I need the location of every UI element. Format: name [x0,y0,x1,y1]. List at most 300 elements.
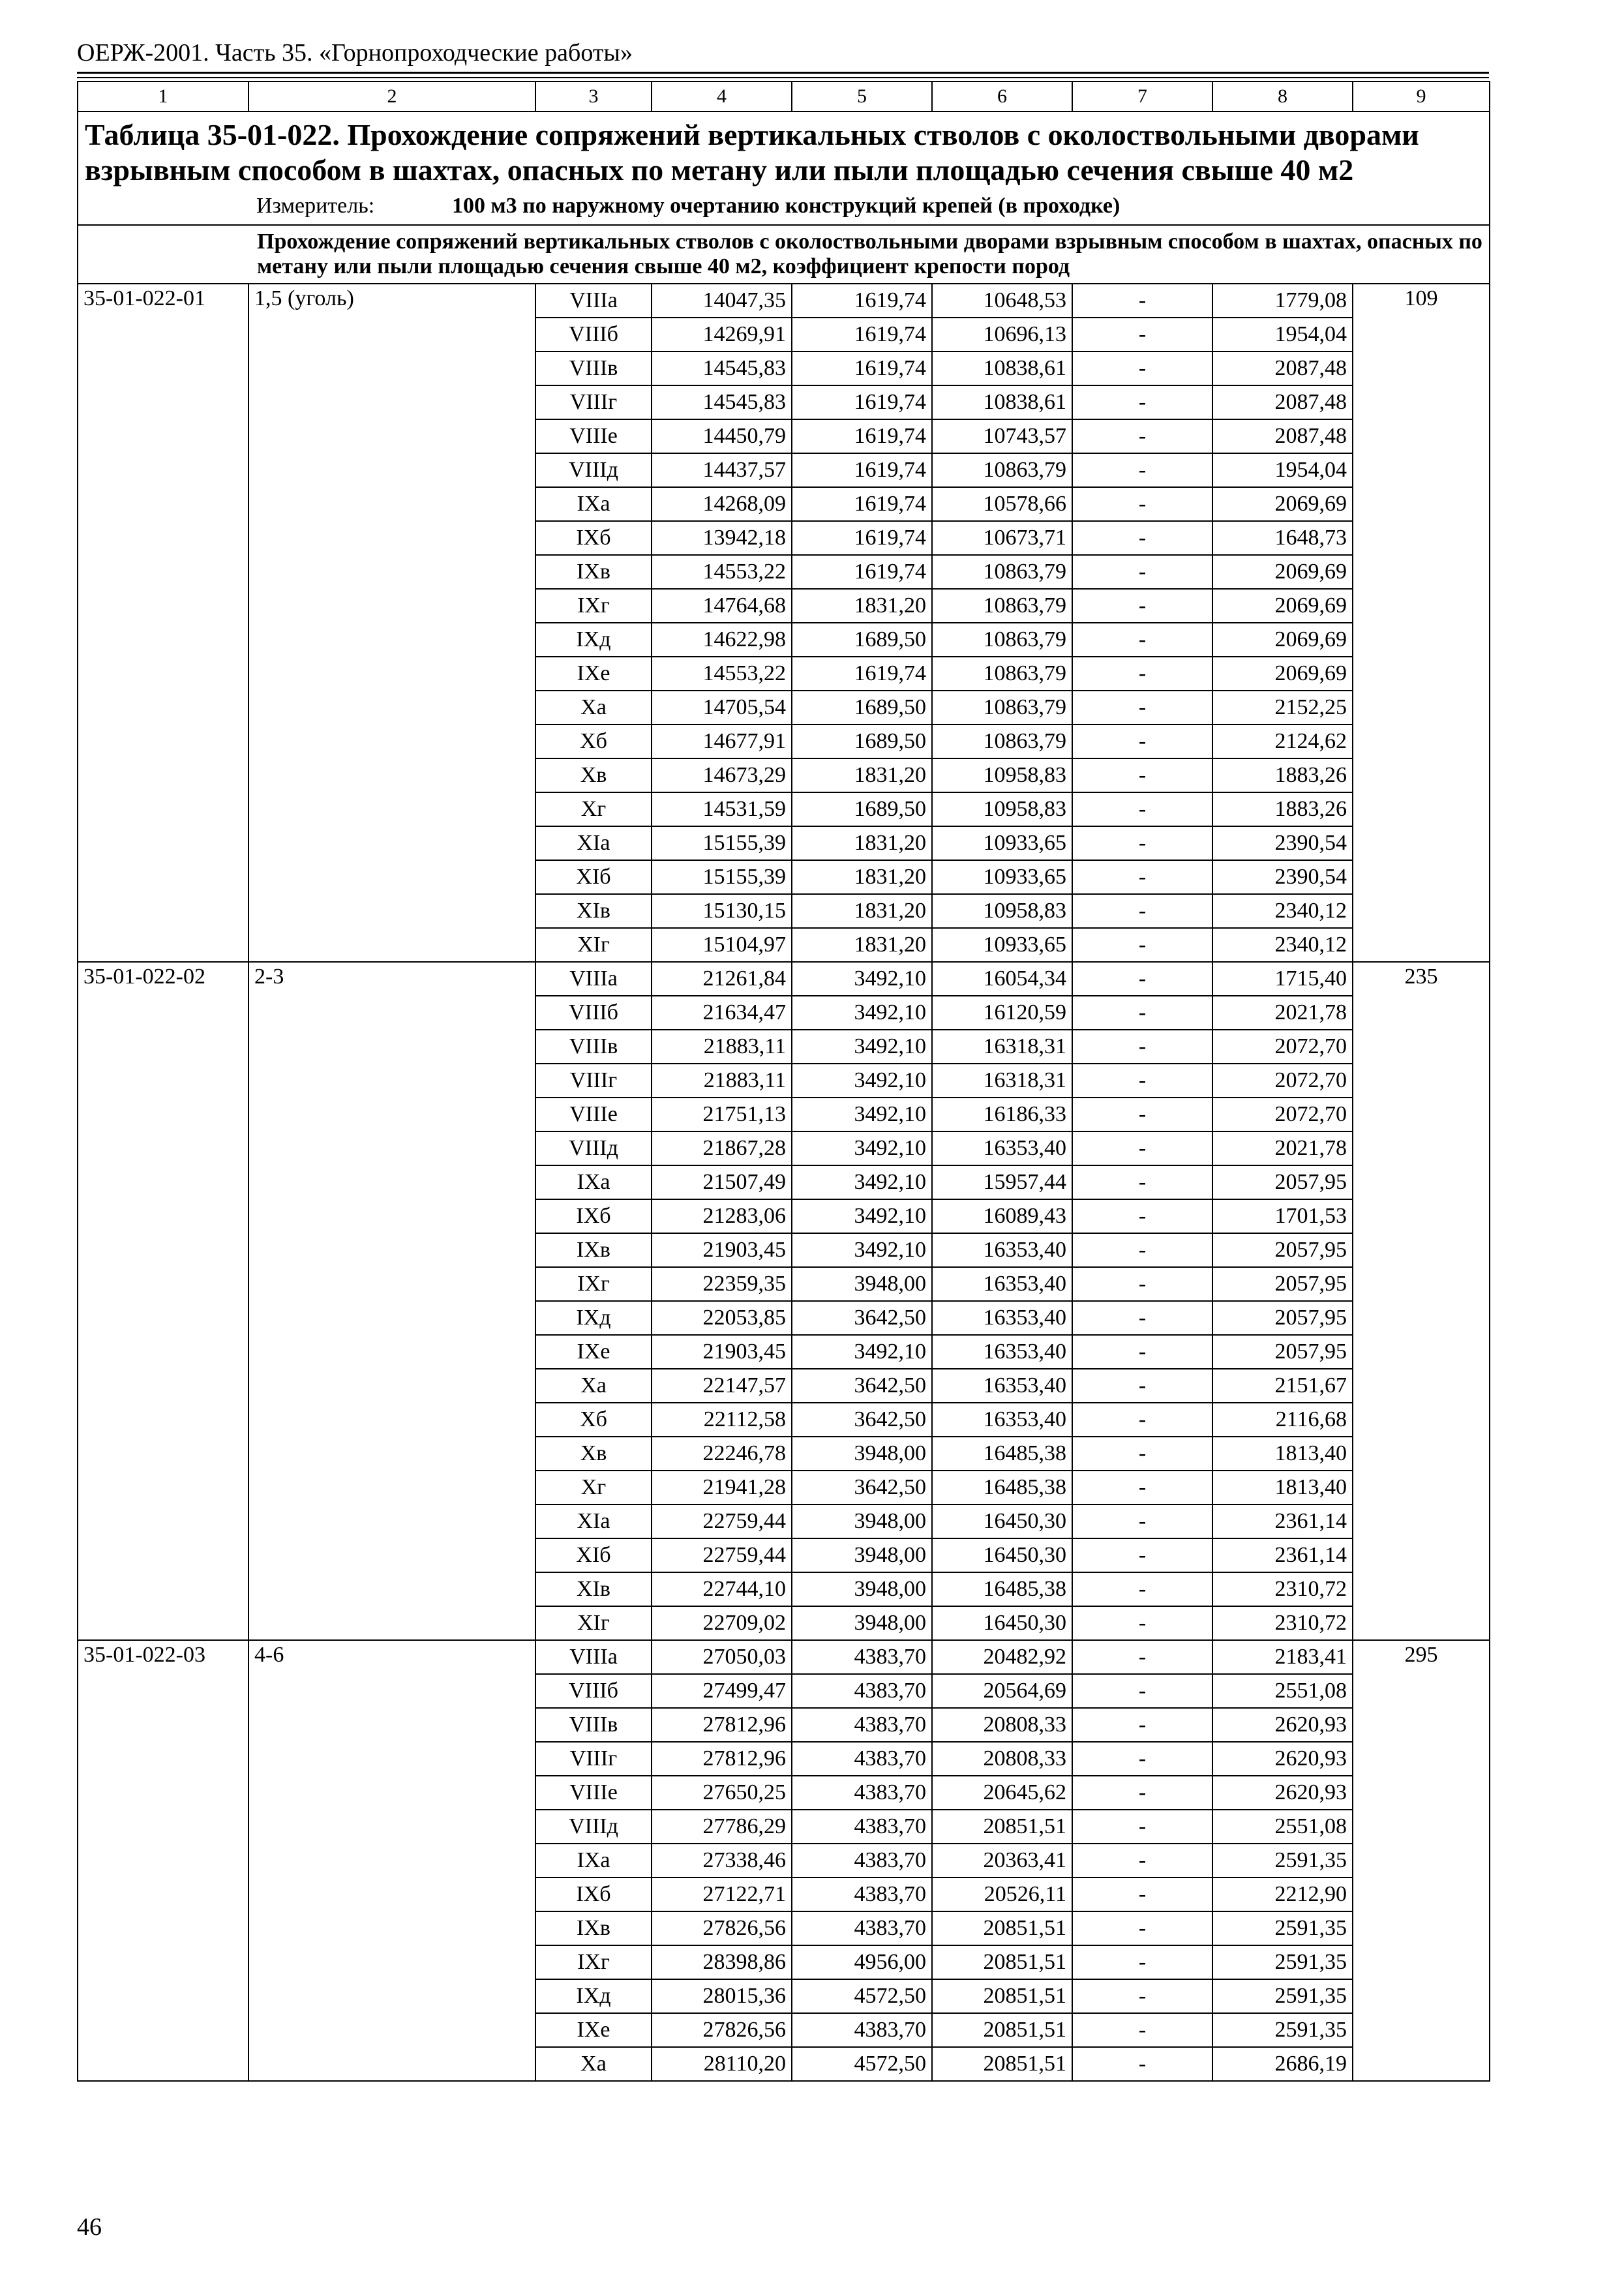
wages: 1619,74 [792,555,932,589]
wages: 3642,50 [792,1301,932,1335]
wages: 4383,70 [792,1640,932,1674]
section-class: IXв [535,555,652,589]
wages: 3642,50 [792,1471,932,1504]
wages: 3492,10 [792,1335,932,1369]
materials-dash: - [1072,792,1212,826]
wages: 1831,20 [792,928,932,962]
section-class: XIг [535,1606,652,1640]
total-cost: 14437,57 [652,453,792,487]
materials-dash: - [1072,1030,1212,1064]
machines: 16485,38 [932,1437,1072,1471]
table-row [78,1640,1490,1674]
materials-dash: - [1072,1674,1212,1708]
materials-dash: - [1072,1945,1212,1979]
section-class: VIIIб [535,996,652,1030]
labor-value: 2069,69 [1212,555,1353,589]
labor-value: 2620,93 [1212,1742,1353,1776]
section-class: IXд [535,1979,652,2013]
total-cost: 14622,98 [652,623,792,657]
materials-dash: - [1072,1810,1212,1844]
machines: 10958,83 [932,792,1072,826]
machines: 16089,43 [932,1199,1072,1233]
section-class: IXг [535,589,652,623]
labor-value: 2069,69 [1212,623,1353,657]
labor-value: 2620,93 [1212,1708,1353,1742]
rates-table [77,81,1490,2082]
total-cost: 27812,96 [652,1742,792,1776]
total-cost: 14553,22 [652,555,792,589]
rate-code: 35-01-022-02 [78,962,248,1640]
materials-dash: - [1072,1369,1212,1403]
labor-value: 1883,26 [1212,758,1353,792]
machines: 20645,62 [932,1776,1072,1810]
machines: 10863,79 [932,623,1072,657]
wages: 1831,20 [792,860,932,894]
total-cost: 22709,02 [652,1606,792,1640]
materials-dash: - [1072,1437,1212,1471]
section-class: VIIIг [535,1064,652,1098]
labor-value: 2069,69 [1212,657,1353,691]
materials-dash: - [1072,1098,1212,1131]
section-class: VIIIд [535,1131,652,1165]
machines: 10838,61 [932,385,1072,419]
machines: 10863,79 [932,589,1072,623]
machines: 10933,65 [932,928,1072,962]
total-cost: 15155,39 [652,860,792,894]
labor-value: 2116,68 [1212,1403,1353,1437]
column-number: 2 [248,82,535,112]
materials-dash: - [1072,352,1212,385]
wages: 1689,50 [792,691,932,725]
section-class: Xа [535,2047,652,2081]
labor-value: 2057,95 [1212,1267,1353,1301]
materials-dash: - [1072,1199,1212,1233]
machines: 20851,51 [932,1979,1072,2013]
labor-value: 1954,04 [1212,318,1353,352]
section-class: VIIIе [535,1776,652,1810]
total-cost: 21283,06 [652,1199,792,1233]
machines: 10648,53 [932,284,1072,318]
total-cost: 14450,79 [652,419,792,453]
materials-dash: - [1072,1131,1212,1165]
labor-value: 2686,19 [1212,2047,1353,2081]
wages: 4383,70 [792,1844,932,1878]
machines: 20482,92 [932,1640,1072,1674]
total-cost: 22759,44 [652,1504,792,1538]
wages: 1619,74 [792,284,932,318]
total-cost: 22053,85 [652,1301,792,1335]
rate-code: 35-01-022-01 [78,284,248,962]
materials-dash: - [1072,589,1212,623]
section-class: Xа [535,1369,652,1403]
column-number: 4 [652,82,792,112]
labor-value: 2340,12 [1212,928,1353,962]
machines: 10578,66 [932,487,1072,521]
materials-dash: - [1072,1165,1212,1199]
wages: 3948,00 [792,1572,932,1606]
materials-dash: - [1072,1742,1212,1776]
wages: 1619,74 [792,318,932,352]
machines: 10958,83 [932,894,1072,928]
section-class: XIа [535,1504,652,1538]
labor-hours: 295 [1353,1640,1490,2081]
materials-dash: - [1072,1301,1212,1335]
section-class: IXб [535,1199,652,1233]
wages: 1831,20 [792,826,932,860]
machines: 10958,83 [932,758,1072,792]
labor-value: 2212,90 [1212,1878,1353,1911]
total-cost: 21867,28 [652,1131,792,1165]
header-rule-thin [77,77,1489,78]
total-cost: 21261,84 [652,962,792,996]
rock-hardness: 1,5 (уголь) [248,284,535,962]
materials-dash: - [1072,1979,1212,2013]
materials-dash: - [1072,1471,1212,1504]
machines: 16318,31 [932,1030,1072,1064]
total-cost: 27650,25 [652,1776,792,1810]
machines: 20851,51 [932,1810,1072,1844]
total-cost: 14545,83 [652,385,792,419]
machines: 16450,30 [932,1538,1072,1572]
labor-value: 2069,69 [1212,589,1353,623]
labor-value: 2124,62 [1212,725,1353,758]
materials-dash: - [1072,1776,1212,1810]
materials-dash: - [1072,2013,1212,2047]
materials-dash: - [1072,758,1212,792]
materials-dash: - [1072,1267,1212,1301]
wages: 1689,50 [792,792,932,826]
section-heading: Прохождение сопряжений вертикальных стволов с околоствольными дворами взрывным способом в шахтах, опасных по метану или пыли площадью сечения свыше 40 м2, коэффициент крепости пород [78,225,1490,284]
labor-value: 2072,70 [1212,1030,1353,1064]
machines: 16054,34 [932,962,1072,996]
section-class: XIв [535,894,652,928]
machines: 10933,65 [932,826,1072,860]
labor-value: 2551,08 [1212,1810,1353,1844]
total-cost: 14545,83 [652,352,792,385]
machines: 10863,79 [932,555,1072,589]
section-row [78,225,1490,284]
labor-value: 2591,35 [1212,1844,1353,1878]
section-class: VIIIб [535,1674,652,1708]
page-header: ОЕРЖ-2001. Часть 35. «Горнопроходческие работы» [77,39,633,67]
wages: 3948,00 [792,1504,932,1538]
units-value: 100 м3 по наружному очертанию конструкций крепей (в проходке) [452,194,1120,218]
labor-value: 1954,04 [1212,453,1353,487]
wages: 3492,10 [792,1098,932,1131]
materials-dash: - [1072,1606,1212,1640]
total-cost: 14047,35 [652,284,792,318]
labor-hours: 235 [1353,962,1490,1640]
section-class: XIг [535,928,652,962]
wages: 1619,74 [792,419,932,453]
total-cost: 21507,49 [652,1165,792,1199]
wages: 3492,10 [792,1064,932,1098]
labor-value: 2591,35 [1212,1911,1353,1945]
materials-dash: - [1072,725,1212,758]
wages: 1831,20 [792,758,932,792]
materials-dash: - [1072,1064,1212,1098]
section-class: IXе [535,657,652,691]
machines: 20526,11 [932,1878,1072,1911]
header-rule [77,72,1489,74]
section-class: IXе [535,2013,652,2047]
machines: 16353,40 [932,1131,1072,1165]
materials-dash: - [1072,996,1212,1030]
machines: 16485,38 [932,1572,1072,1606]
total-cost: 21903,45 [652,1233,792,1267]
labor-value: 2310,72 [1212,1572,1353,1606]
labor-value: 2152,25 [1212,691,1353,725]
wages: 1689,50 [792,725,932,758]
wages: 3492,10 [792,1199,932,1233]
section-class: XIа [535,826,652,860]
machines: 10863,79 [932,453,1072,487]
wages: 1831,20 [792,589,932,623]
labor-value: 2087,48 [1212,385,1353,419]
wages: 1831,20 [792,894,932,928]
section-class: Xб [535,725,652,758]
machines: 15957,44 [932,1165,1072,1199]
machines: 20851,51 [932,2013,1072,2047]
total-cost: 21883,11 [652,1064,792,1098]
materials-dash: - [1072,453,1212,487]
machines: 20851,51 [932,1911,1072,1945]
units-cell [78,189,1490,225]
section-class: VIIIв [535,1708,652,1742]
labor-value: 1715,40 [1212,962,1353,996]
materials-dash: - [1072,419,1212,453]
table-title-row [78,112,1490,189]
section-class: VIIIе [535,419,652,453]
total-cost: 15155,39 [652,826,792,860]
total-cost: 21751,13 [652,1098,792,1131]
wages: 3948,00 [792,1267,932,1301]
machines: 16450,30 [932,1606,1072,1640]
wages: 3492,10 [792,1165,932,1199]
materials-dash: - [1072,555,1212,589]
total-cost: 27786,29 [652,1810,792,1844]
materials-dash: - [1072,1844,1212,1878]
section-class: VIIIг [535,385,652,419]
machines: 10743,57 [932,419,1072,453]
total-cost: 22112,58 [652,1403,792,1437]
section-class: IXд [535,623,652,657]
wages: 1619,74 [792,657,932,691]
section-class: XIв [535,1572,652,1606]
materials-dash: - [1072,1878,1212,1911]
machines: 16353,40 [932,1403,1072,1437]
materials-dash: - [1072,691,1212,725]
labor-value: 1648,73 [1212,521,1353,555]
section-class: IXд [535,1301,652,1335]
section-class: Xг [535,1471,652,1504]
materials-dash: - [1072,1403,1212,1437]
materials-dash: - [1072,284,1212,318]
wages: 4383,70 [792,1776,932,1810]
wages: 3948,00 [792,1538,932,1572]
labor-value: 1813,40 [1212,1437,1353,1471]
labor-value: 1779,08 [1212,284,1353,318]
materials-dash: - [1072,487,1212,521]
section-class: IXв [535,1233,652,1267]
page-number: 46 [77,2213,102,2241]
column-number: 5 [792,82,932,112]
wages: 4383,70 [792,1878,932,1911]
wages: 4572,50 [792,1979,932,2013]
total-cost: 27499,47 [652,1674,792,1708]
labor-value: 2310,72 [1212,1606,1353,1640]
wages: 4383,70 [792,1708,932,1742]
materials-dash: - [1072,1504,1212,1538]
total-cost: 27826,56 [652,1911,792,1945]
wages: 1689,50 [792,623,932,657]
total-cost: 22246,78 [652,1437,792,1471]
total-cost: 21883,11 [652,1030,792,1064]
machines: 10838,61 [932,352,1072,385]
total-cost: 28015,36 [652,1979,792,2013]
materials-dash: - [1072,318,1212,352]
wages: 3948,00 [792,1437,932,1471]
wages: 3642,50 [792,1403,932,1437]
labor-value: 2183,41 [1212,1640,1353,1674]
total-cost: 14269,91 [652,318,792,352]
labor-value: 2591,35 [1212,1945,1353,1979]
section-class: XIб [535,1538,652,1572]
machines: 20808,33 [932,1708,1072,1742]
machines: 16186,33 [932,1098,1072,1131]
total-cost: 14673,29 [652,758,792,792]
section-class: IXв [535,1911,652,1945]
table-row [78,962,1490,996]
labor-value: 2591,35 [1212,2013,1353,2047]
labor-value: 1883,26 [1212,792,1353,826]
machines: 16353,40 [932,1335,1072,1369]
column-number: 8 [1212,82,1353,112]
machines: 10863,79 [932,691,1072,725]
wages: 1619,74 [792,352,932,385]
section-class: IXа [535,487,652,521]
materials-dash: - [1072,2047,1212,2081]
total-cost: 14531,59 [652,792,792,826]
labor-value: 2021,78 [1212,1131,1353,1165]
materials-dash: - [1072,385,1212,419]
section-class: Xа [535,691,652,725]
materials-dash: - [1072,657,1212,691]
section-class: VIIIд [535,1810,652,1844]
machines: 20851,51 [932,1945,1072,1979]
rock-hardness: 4-6 [248,1640,535,2081]
labor-value: 1813,40 [1212,1471,1353,1504]
total-cost: 27050,03 [652,1640,792,1674]
total-cost: 27812,96 [652,1708,792,1742]
section-class: VIIIв [535,352,652,385]
section-class: IXб [535,1878,652,1911]
machines: 10863,79 [932,657,1072,691]
labor-value: 2390,54 [1212,860,1353,894]
machines: 10933,65 [932,860,1072,894]
table-row [78,284,1490,318]
units-label: Измеритель: [256,194,375,218]
section-class: VIIIа [535,1640,652,1674]
total-cost: 14268,09 [652,487,792,521]
machines: 16353,40 [932,1369,1072,1403]
labor-value: 2591,35 [1212,1979,1353,2013]
section-class: Xв [535,758,652,792]
wages: 3492,10 [792,1233,932,1267]
total-cost: 14677,91 [652,725,792,758]
wages: 3492,10 [792,996,932,1030]
total-cost: 27826,56 [652,2013,792,2047]
total-cost: 13942,18 [652,521,792,555]
machines: 16120,59 [932,996,1072,1030]
wages: 3492,10 [792,962,932,996]
wages: 4383,70 [792,1674,932,1708]
labor-value: 2620,93 [1212,1776,1353,1810]
column-number: 3 [535,82,652,112]
labor-value: 2057,95 [1212,1301,1353,1335]
total-cost: 22744,10 [652,1572,792,1606]
total-cost: 14764,68 [652,589,792,623]
wages: 1619,74 [792,453,932,487]
machines: 16353,40 [932,1233,1072,1267]
machines: 20851,51 [932,2047,1072,2081]
section-class: Xв [535,1437,652,1471]
section-class: VIIIа [535,962,652,996]
labor-value: 2072,70 [1212,1064,1353,1098]
wages: 3948,00 [792,1606,932,1640]
machines: 16318,31 [932,1064,1072,1098]
units-row [78,189,1490,225]
labor-value: 2340,12 [1212,894,1353,928]
machines: 16450,30 [932,1504,1072,1538]
total-cost: 21941,28 [652,1471,792,1504]
labor-value: 2057,95 [1212,1233,1353,1267]
labor-value: 2057,95 [1212,1335,1353,1369]
materials-dash: - [1072,1640,1212,1674]
column-number: 6 [932,82,1072,112]
column-number: 9 [1353,82,1490,112]
total-cost: 14705,54 [652,691,792,725]
section-class: VIIIб [535,318,652,352]
machines: 10696,13 [932,318,1072,352]
labor-value: 2072,70 [1212,1098,1353,1131]
section-class: IXб [535,521,652,555]
rate-code: 35-01-022-03 [78,1640,248,2081]
labor-value: 2361,14 [1212,1504,1353,1538]
section-class: VIIIв [535,1030,652,1064]
materials-dash: - [1072,623,1212,657]
machines: 20808,33 [932,1742,1072,1776]
wages: 3642,50 [792,1369,932,1403]
materials-dash: - [1072,894,1212,928]
labor-value: 2087,48 [1212,352,1353,385]
materials-dash: - [1072,1708,1212,1742]
column-number: 1 [78,82,248,112]
wages: 4383,70 [792,1742,932,1776]
materials-dash: - [1072,826,1212,860]
labor-value: 2551,08 [1212,1674,1353,1708]
section-class: IXг [535,1945,652,1979]
labor-value: 2361,14 [1212,1538,1353,1572]
labor-value: 2087,48 [1212,419,1353,453]
labor-value: 2151,67 [1212,1369,1353,1403]
section-class: VIIIг [535,1742,652,1776]
machines: 10673,71 [932,521,1072,555]
materials-dash: - [1072,1911,1212,1945]
materials-dash: - [1072,521,1212,555]
total-cost: 22147,57 [652,1369,792,1403]
section-class: VIIIд [535,453,652,487]
